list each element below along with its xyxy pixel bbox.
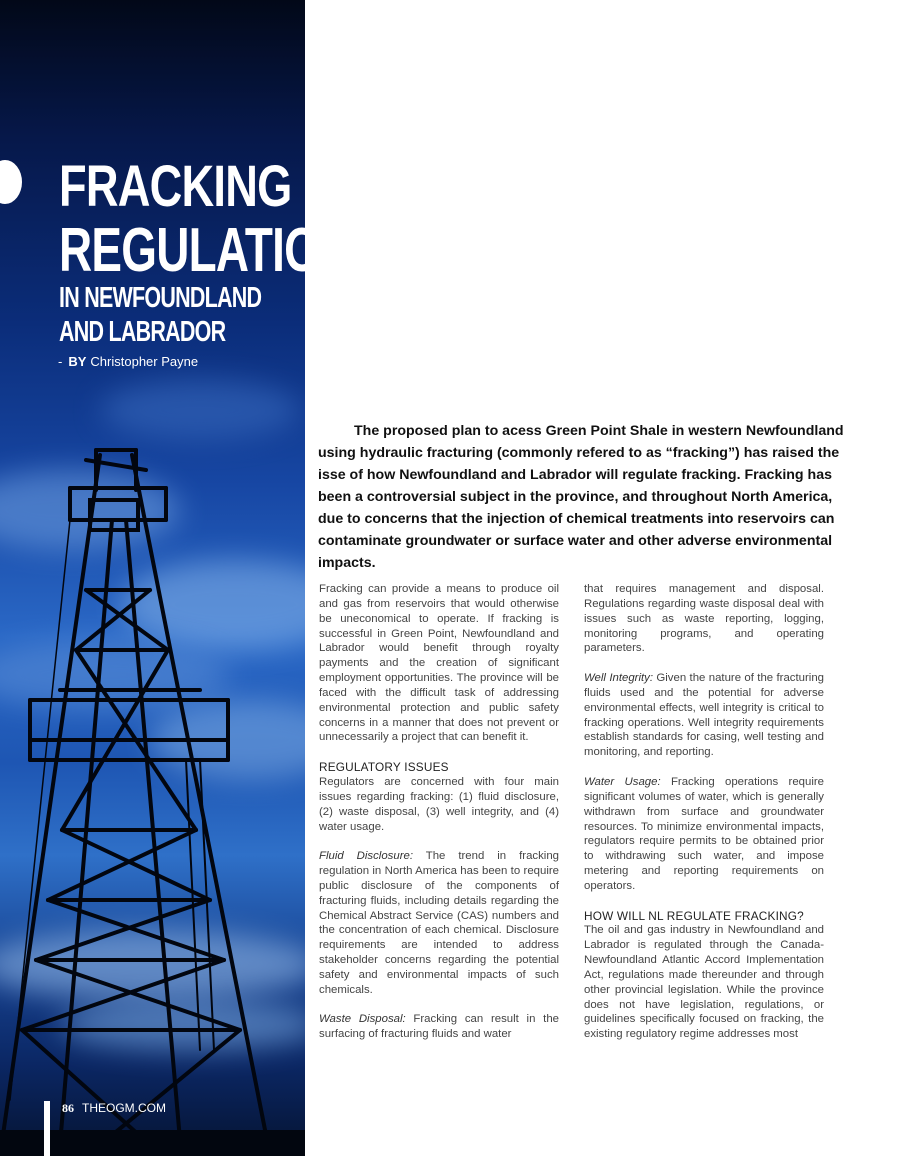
waste-disposal-paragraph: [319, 1012, 559, 1042]
water-usage-text: Fracking operations require significant volumes of water, which is generally withdrawn from surface and groundwater resources. To minimize environmental impacts, regulators require permits to be obtained prior to withdrawing such water, and impose metering and reporting requirements on operators.: [584, 775, 824, 892]
byline-dash: -: [58, 354, 63, 369]
heading-regulatory-issues: REGULATORY ISSUES: [319, 760, 449, 775]
water-usage-label: Water Usage:: [584, 775, 661, 788]
waste-disposal-label: Waste Disposal:: [319, 1013, 406, 1026]
subtitle-line-2: AND LABRADOR: [59, 316, 226, 348]
title-line-2: REGULATION: [59, 216, 352, 285]
subtitle-line-1: IN NEWFOUNDLAND: [59, 282, 262, 314]
fluid-disclosure-paragraph: [319, 849, 559, 997]
fluid-disclosure-label: Fluid Disclosure:: [319, 850, 413, 863]
byline-by: BY: [68, 354, 87, 369]
page-footer: [62, 1101, 166, 1116]
folio-bar: [44, 1101, 50, 1156]
fluid-disclosure-text: The trend in fracking regulation in North America has been to require public disclosure of the components of fracturing fluids, including details regarding the Chemical Abstract Service (CAS) numbers and the concentration of each chemical. Disclosure requirements are intended to address stakeholder concerns regarding the potential safety and environmental impacts of such chemicals.: [319, 850, 559, 996]
author-name: Christopher Payne: [90, 354, 199, 369]
how-will-nl-paragraph: The oil and gas industry in Newfoundland and Labrador is regulated through the Canada-Newfoundland Atlantic Accord Implementation Act, regulations made thereunder and through other provincial legislation. While the province does not have legislation, regulations, or guidelines specifically focused on fracking, the existing regulatory regime addresses most: [584, 924, 824, 1041]
body-column-2: [584, 582, 824, 1057]
regulatory-paragraph: Regulators are concerned with four main issues regarding fracking: (1) fluid disclosure, (2) waste disposal, (3) well integrity, and (4) water usage.: [319, 775, 559, 833]
waste-disposal-continued: that requires management and disposal. Regulations regarding waste disposal deal with issues such as waste reporting, logging, monitoring programs, and operating parameters.: [584, 583, 824, 655]
water-usage-paragraph: [584, 775, 824, 894]
lead-paragraph: The proposed plan to acess Green Point Shale in western Newfoundland using hydraulic fracturing (commonly refered to as “fracking”) has raised the isse of how Newfoundland and Labrador will regulate fracking. Fracking has been a controversial subject in the province, and throughout North America, due to concerns that the injection of chemical treatments into reservoirs can contaminate groundwater or surface water and other adverse environmental impacts.: [318, 423, 844, 571]
byline: [58, 354, 198, 369]
body-column-1: [319, 582, 559, 1057]
well-integrity-paragraph: [584, 671, 824, 760]
well-integrity-text: Given the nature of the fracturing fluids used and the potential for adverse environmental effects, well integrity is critical to fracking operations. Well integrity requirements establish standards for casing, well testing and monitoring, and reporting.: [584, 672, 824, 759]
heading-how-will-nl-regulate: HOW WILL NL REGULATE FRACKING?: [584, 908, 804, 923]
title-line-1: FRACKING: [59, 154, 292, 219]
waste-disposal-text: Fracking can result in the surfacing of fracturing fluids and water: [319, 1013, 559, 1041]
page-number: 86: [62, 1101, 74, 1115]
site-name: THEOGM.COM: [82, 1101, 166, 1115]
intro-paragraph: Fracking can provide a means to produce oil and gas from reservoirs that would otherwise be uneconomical to operate. If fracking is successful in Green Point, Newfoundland and Labrador would benefit through royalty payments and the creation of significant employment opportunities. The province will be faced with the difficult task of addressing environmental protection and public safety concerns in a manner that does not prevent or unnecessarily a project that can benefit it.: [319, 583, 559, 744]
well-integrity-label: Well Integrity:: [584, 672, 654, 685]
